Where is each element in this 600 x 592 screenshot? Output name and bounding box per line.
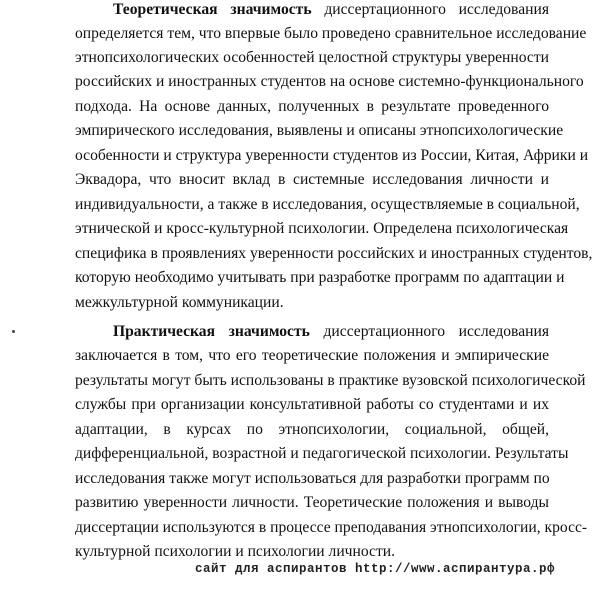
site-watermark-footer: сайт для аспирантов http://www.аспирантура.рф xyxy=(194,562,556,576)
paragraph-line: этнопсихологических особенностей целостной структуры уверенности xyxy=(75,49,549,66)
paragraph-line: Практическая значимость диссертационного исследования xyxy=(113,323,549,340)
paragraph-line: Эквадора, что вносит вклад в системные исследования личности и xyxy=(75,171,549,188)
margin-dot-mark xyxy=(12,330,15,333)
paragraph-line: адаптации, в курсах по этнопсихологии, социальной, общей, xyxy=(75,421,549,438)
paragraph-line: культурной психологии и психологии личности. xyxy=(75,543,396,560)
paragraph-line: особенности и структура уверенности студентов из России, Китая, Африки и xyxy=(75,147,589,164)
paragraph-line: этнической и кросс-культурной психологии. Определена психологическая xyxy=(75,220,569,237)
paragraph-line: диссертации используются в процессе преподавания этнопсихологии, кросс- xyxy=(75,519,588,536)
paragraph-line: службы при организации консультативной работы со студентами и их xyxy=(75,396,549,413)
paragraph-line: исследования также могут использоваться для разработки программ по xyxy=(75,470,550,487)
paragraph-line: эмпирического исследования, выявлены и описаны этнопсихологические xyxy=(75,122,564,139)
paragraph-line: развитию уверенности личности. Теоретические положения и выводы xyxy=(75,494,549,511)
paragraph-lead: Практическая значимость xyxy=(113,323,310,340)
paragraph-line: межкультурной коммуникации. xyxy=(75,294,284,311)
paragraph-lead: Теоретическая значимость xyxy=(113,1,312,18)
paragraph-line: Теоретическая значимость диссертационного исследования xyxy=(113,1,549,18)
paragraph-line: результаты могут быть использованы в практике вузовской психологической xyxy=(75,372,586,389)
paragraph-line: дифференциальной, возрастной и педагогической психологии. Результаты xyxy=(75,445,569,462)
paragraph-line: определяется тем, что впервые было проведено сравнительное исследование xyxy=(75,25,587,42)
paragraph-line: заключается в том, что его теоретические положения и эмпирические xyxy=(75,347,549,364)
paragraph-line: специфика в проявлениях уверенности российских и иностранных студентов, xyxy=(75,245,593,262)
paragraph-line: подхода. На основе данных, полученных в результате проведенного xyxy=(75,98,549,115)
paragraph-line: которую необходимо учитывать при разработке программ по адаптации и xyxy=(75,269,565,286)
paragraph-line: индивидуальности, а также в исследования, осуществляемые в социальной, xyxy=(75,196,580,213)
paragraph-line: российских и иностранных студентов на основе системно-функционального xyxy=(75,73,584,90)
